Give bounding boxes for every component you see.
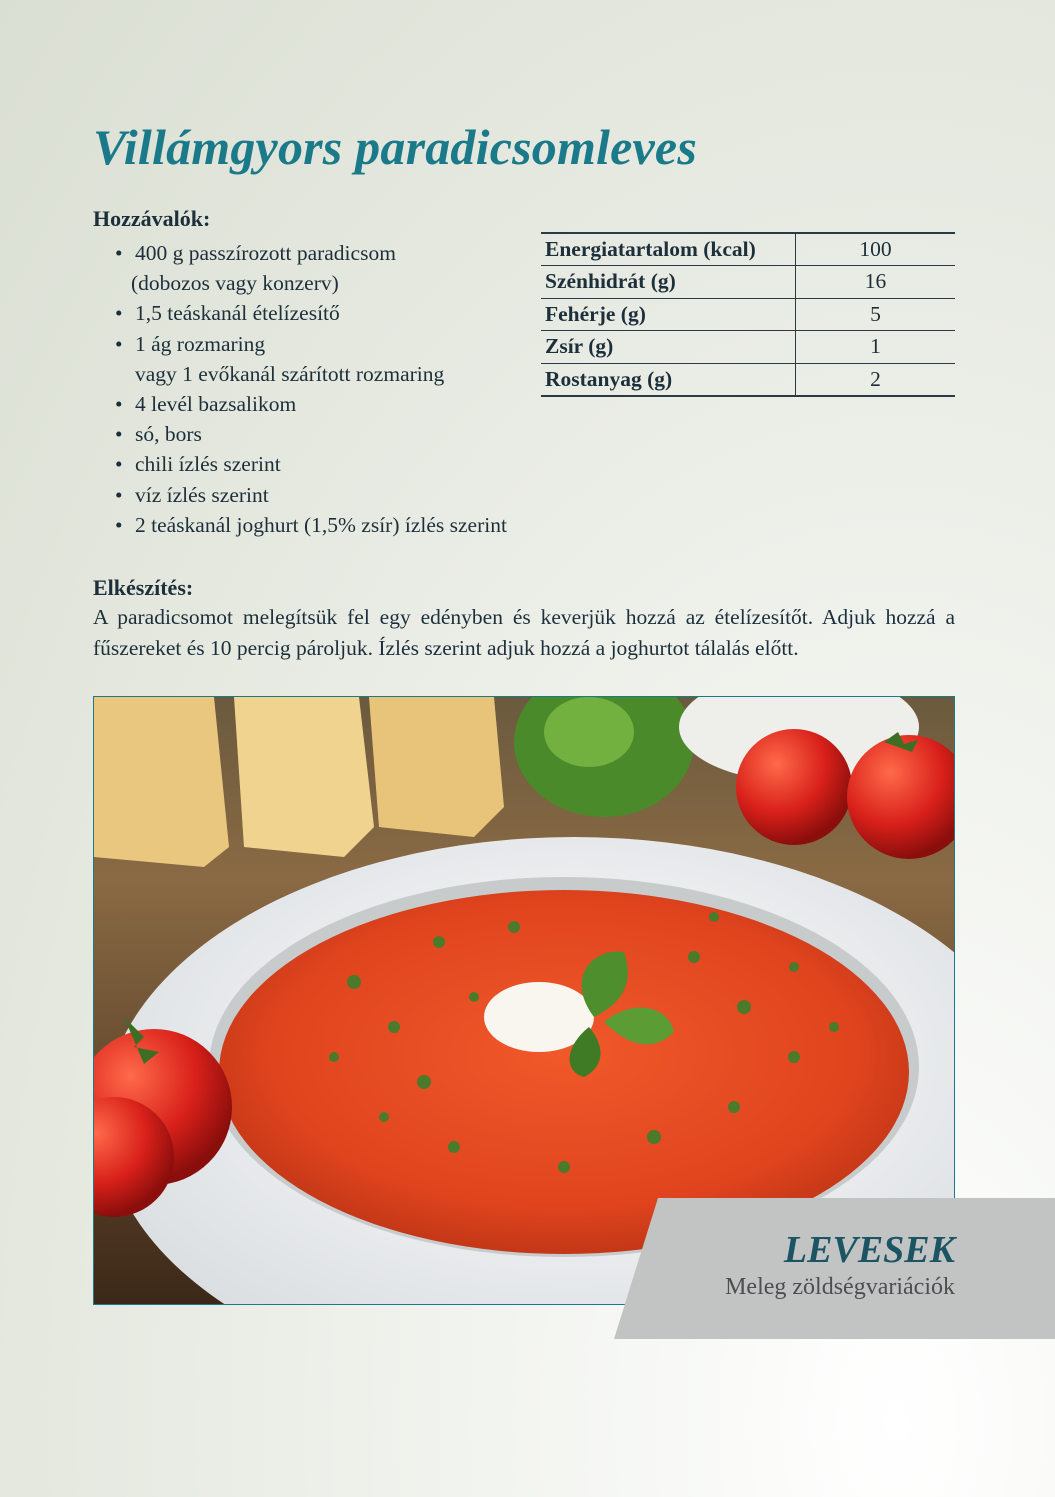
nutrient-value: 100: [796, 233, 956, 266]
bullet-icon: •: [115, 452, 123, 477]
bullet-icon: •: [115, 392, 123, 417]
ingredient-item: • 4 levél bazsalikom: [113, 389, 507, 419]
ingredient-item: • 1,5 teáskanál ételízesítő: [113, 298, 507, 328]
ingredients-list: [113, 238, 507, 540]
ingredient-item: • só, bors: [113, 419, 507, 449]
bullet-icon: •: [115, 331, 123, 356]
nutrient-value: 1: [796, 331, 956, 364]
nutrient-value: 16: [796, 266, 956, 299]
nutrition-table: [541, 232, 955, 397]
category-subtitle: Meleg zöldségvariációk: [725, 1274, 955, 1300]
table-row: [541, 266, 955, 299]
nutrient-value: 5: [796, 298, 956, 331]
recipe-title: Villámgyors paradicsomleves: [93, 119, 697, 175]
nutrient-label: Rostanyag (g): [541, 363, 796, 396]
preparation-heading: Elkészítés:: [93, 575, 194, 600]
table-row: [541, 363, 955, 396]
table-row: [541, 233, 955, 266]
ingredient-item: • chili ízlés szerint: [113, 449, 507, 479]
bullet-icon: •: [115, 512, 123, 537]
bullet-icon: •: [115, 301, 123, 326]
ingredient-item: • víz ízlés szerint: [113, 480, 507, 510]
bullet-icon: •: [115, 422, 123, 447]
ingredient-item: • 400 g passzírozott paradicsom (dobozos vagy konzerv): [113, 238, 507, 298]
ingredient-item: • 2 teáskanál joghurt (1,5% zsír) ízlés szerint: [113, 510, 507, 540]
nutrient-label: Fehérje (g): [541, 298, 796, 331]
preparation-text: A paradicsomot melegítsük fel egy edényben és keverjük hozzá az ételízesítőt. Adjuk hozzá a fűszereket és 10 percig pároljuk. Ízlés szerint adjuk hozzá a joghurtot tálalás előtt.: [93, 605, 955, 660]
bullet-icon: •: [115, 482, 123, 507]
table-row: [541, 331, 955, 364]
nutrient-label: Zsír (g): [541, 331, 796, 364]
ingredients-heading: Hozzávalók:: [93, 206, 211, 231]
nutrient-label: Szénhidrát (g): [541, 266, 796, 299]
category-title: LEVESEK: [783, 1229, 955, 1271]
nutrient-value: 2: [796, 363, 956, 396]
table-row: [541, 298, 955, 331]
nutrient-label: Energiatartalom (kcal): [541, 233, 796, 266]
ingredient-item: • 1 ág rozmaring vagy 1 evőkanál szárított rozmaring: [113, 329, 507, 389]
bullet-icon: •: [115, 241, 123, 265]
